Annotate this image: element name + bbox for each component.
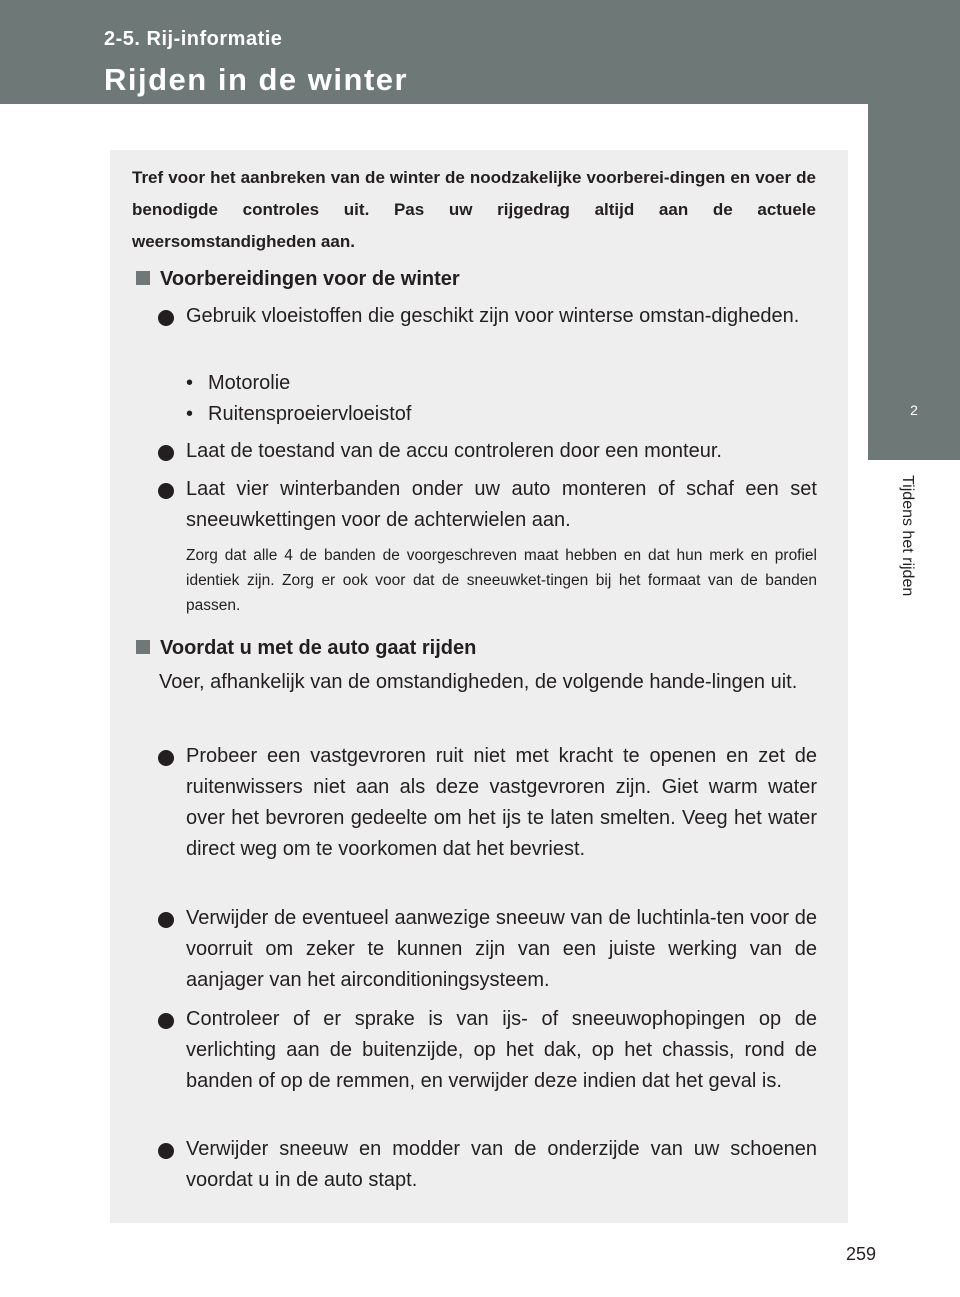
sub-list-item-text: Motorolie	[208, 372, 291, 394]
list-item-text: Laat de toestand van de accu controleren door een monteur.	[186, 440, 722, 462]
intro-text: Tref voor het aanbreken van de winter de noodzakelijke voorberei-dingen en voer de benodigde controles uit. Pas uw rijgedrag altijd aan de actuele weersomstandigheden aan.	[132, 168, 816, 251]
sub-list-item	[186, 399, 411, 430]
list-item	[158, 741, 817, 865]
list-item-text: Controleer of er sprake is van ijs- of sneeuwophopingen op de verlichting aan de buitenzijde, op het dak, op het chassis, rond de banden of op de remmen, en verwijder deze indien dat het geval is.	[186, 1008, 817, 1092]
side-tab-upper	[868, 104, 960, 340]
list-item-text: Probeer een vastgevroren ruit niet met kracht te openen en zet de ruitenwissers niet aan als deze vastgevroren zijn. Giet warm water over het bevroren gedeelte om het ijs te laten smelten. Veeg het water direct weg om te voorkomen dat het bevriest.	[186, 745, 817, 860]
page-header	[0, 0, 960, 104]
list-item-text: Verwijder sneeuw en modder van de onderzijde van uw schoenen voordat u in de auto stapt.	[186, 1138, 817, 1191]
sub-list-item-text: Ruitensproeiervloeistof	[208, 403, 412, 425]
list-item-text: Gebruik vloeistoffen die geschikt zijn voor winterse omstan-digheden.	[186, 305, 800, 327]
bullet-dot-icon	[158, 445, 174, 461]
bullet-dot-icon	[158, 1013, 174, 1029]
section-heading-winter-prep	[136, 266, 460, 292]
list-item	[158, 1004, 817, 1097]
chapter-number: 2	[910, 402, 918, 418]
bullet-dot-icon	[158, 912, 174, 928]
section-heading-text: Voorbereidingen voor de winter	[160, 268, 460, 290]
square-marker-icon	[136, 640, 150, 654]
page-title: Rijden in de winter	[104, 62, 409, 97]
bullet-dot-icon	[158, 1143, 174, 1159]
section-heading-text: Voordat u met de auto gaat rijden	[160, 637, 477, 659]
square-marker-icon	[136, 271, 150, 285]
section-heading-before-driving	[136, 635, 476, 661]
list-item-text: Verwijder de eventueel aanwezige sneeuw van de luchtinla-ten voor de voorruit om zeker te kunnen zijn van een juiste werking van de aanjager van het airconditioningsysteem.	[186, 907, 817, 991]
list-item	[158, 1134, 817, 1196]
tire-note: Zorg dat alle 4 de banden de voorgeschreven maat hebben en dat hun merk en profiel identiek zijn. Zorg er ook voor dat de sneeuwket-tingen bij het formaat van de banden passen.	[186, 547, 817, 614]
list-item	[158, 301, 817, 332]
sub-bullet-marker: •	[186, 372, 194, 394]
bullet-dot-icon	[158, 310, 174, 326]
page-number: 259	[846, 1244, 877, 1264]
section-paragraph: Voer, afhankelijk van de omstandigheden, de volgende hande-lingen uit.	[159, 671, 798, 693]
list-item	[158, 474, 817, 536]
list-item	[158, 903, 817, 996]
list-item-text: Laat vier winterbanden onder uw auto monteren of schaf een set sneeuwkettingen voor de achterwielen aan.	[186, 478, 817, 531]
chapter-name: Tijdens het rijden	[899, 475, 916, 597]
section-label: 2-5. Rij-informatie	[104, 28, 283, 50]
sub-bullet-marker: •	[186, 403, 194, 425]
bullet-dot-icon	[158, 483, 174, 499]
list-item	[158, 436, 817, 467]
bullet-dot-icon	[158, 750, 174, 766]
side-tab-chapter	[868, 340, 960, 460]
sub-list-item	[186, 368, 290, 399]
